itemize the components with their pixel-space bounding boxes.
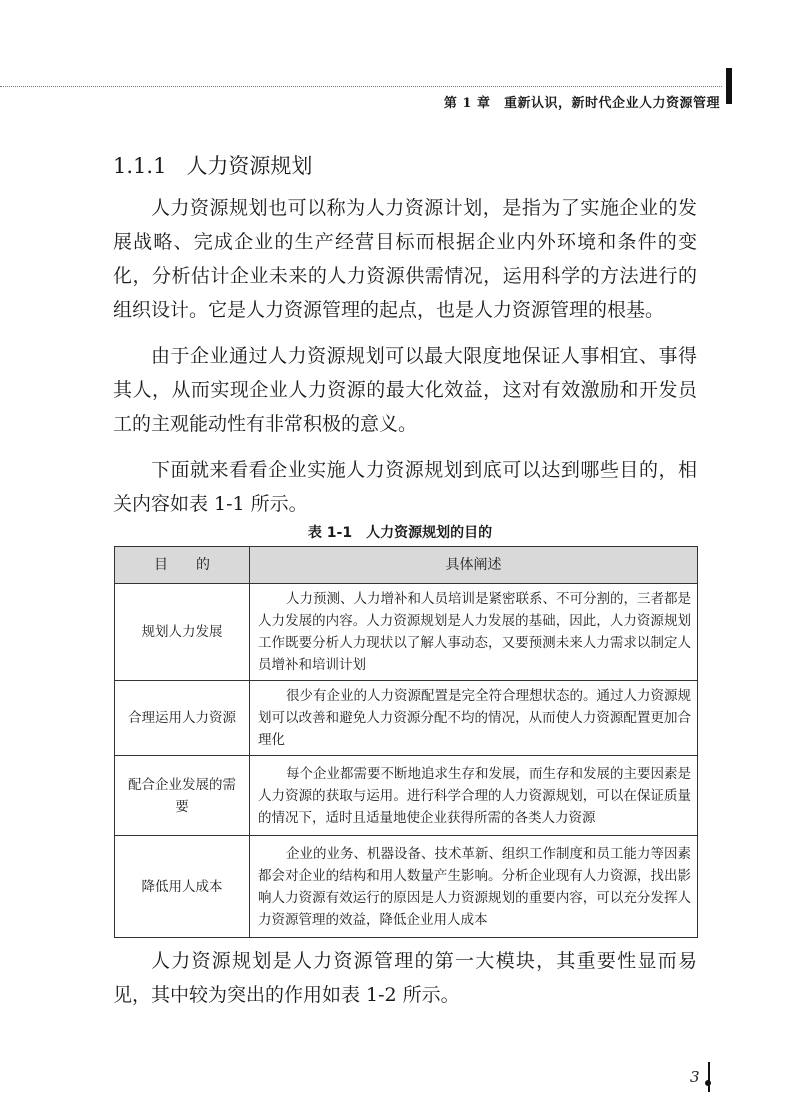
table-row <box>115 681 698 756</box>
page-number: 3 <box>690 1068 700 1086</box>
table-cell-purpose: 配合企业发展的需要 <box>115 756 250 836</box>
section-heading <box>113 150 312 180</box>
table-cell-purpose: 合理运用人力资源 <box>115 681 250 756</box>
table-row <box>115 756 698 836</box>
table-caption-number: 表 1-1 <box>307 525 353 541</box>
table-cell-purpose: 降低用人成本 <box>115 836 250 938</box>
running-head: 第 1 章 重新认识，新时代企业人力资源管理 <box>443 96 720 111</box>
table-caption-title: 人力资源规划的目的 <box>366 525 493 541</box>
table-header-row <box>115 547 698 584</box>
table-header-purpose: 目 的 <box>115 547 250 584</box>
footer-dot-mark <box>705 1080 711 1086</box>
header-bar-mark <box>726 68 732 104</box>
table-caption <box>0 522 800 542</box>
footer-bar-mark <box>708 1062 710 1092</box>
section-title: 人力资源规划 <box>186 154 313 178</box>
table-cell-description: 每个企业都需要不断地追求生存和发展，而生存和发展的主要因素是人力资源的获取与运用。进行科学合理的人力资源规划，可以在保证质量的情况下，适时且适量地使企业获得所需的各类人力资源 <box>250 756 698 836</box>
section-number: 1.1.1 <box>113 154 167 178</box>
table-header-description: 具体阐述 <box>250 547 698 584</box>
purpose-table <box>114 546 698 938</box>
paragraph-benefit: 由于企业通过人力资源规划可以最大限度地保证人事相宜、事得其人，从而实现企业人力资源的最大化效益，这对有效激励和开发员工的主观能动性有非常积极的意义。 <box>113 345 697 435</box>
paragraph-importance: 人力资源规划是人力资源管理的第一大模块，其重要性显而易见，其中较为突出的作用如表 1-2 所示。 <box>113 950 697 1006</box>
header-rule <box>0 86 722 87</box>
paragraph-definition: 人力资源规划也可以称为人力资源计划，是指为了实施企业的发展战略、完成企业的生产经营目标而根据企业内外环境和条件的变化，分析估计企业未来的人力资源供需情况，运用科学的方法进行的组织设计。它是人力资源管理的起点，也是人力资源管理的根基。 <box>113 197 697 321</box>
paragraph-table-intro: 下面就来看看企业实施人力资源规划到底可以达到哪些目的，相关内容如表 1-1 所示。 <box>113 459 697 515</box>
table-cell-description: 企业的业务、机器设备、技术革新、组织工作制度和员工能力等因素都会对企业的结构和用人数量产生影响。分析企业现有人力资源，找出影响人力资源有效运行的原因是人力资源规划的重要内容，可以充分发挥人力资源管理的效益，降低企业用人成本 <box>250 836 698 938</box>
table-cell-description: 人力预测、人力增补和人员培训是紧密联系、不可分割的，三者都是人力发展的内容。人力资源规划是人力发展的基础，因此，人力资源规划工作既要分析人力现状以了解人事动态，又要预测未来人力需求以制定人员增补和培训计划 <box>250 584 698 681</box>
table-row <box>115 836 698 938</box>
table-cell-purpose: 规划人力发展 <box>115 584 250 681</box>
table-row <box>115 584 698 681</box>
table-cell-description: 很少有企业的人力资源配置是完全符合理想状态的。通过人力资源规划可以改善和避免人力资源分配不均的情况，从而使人力资源配置更加合理化 <box>250 681 698 756</box>
